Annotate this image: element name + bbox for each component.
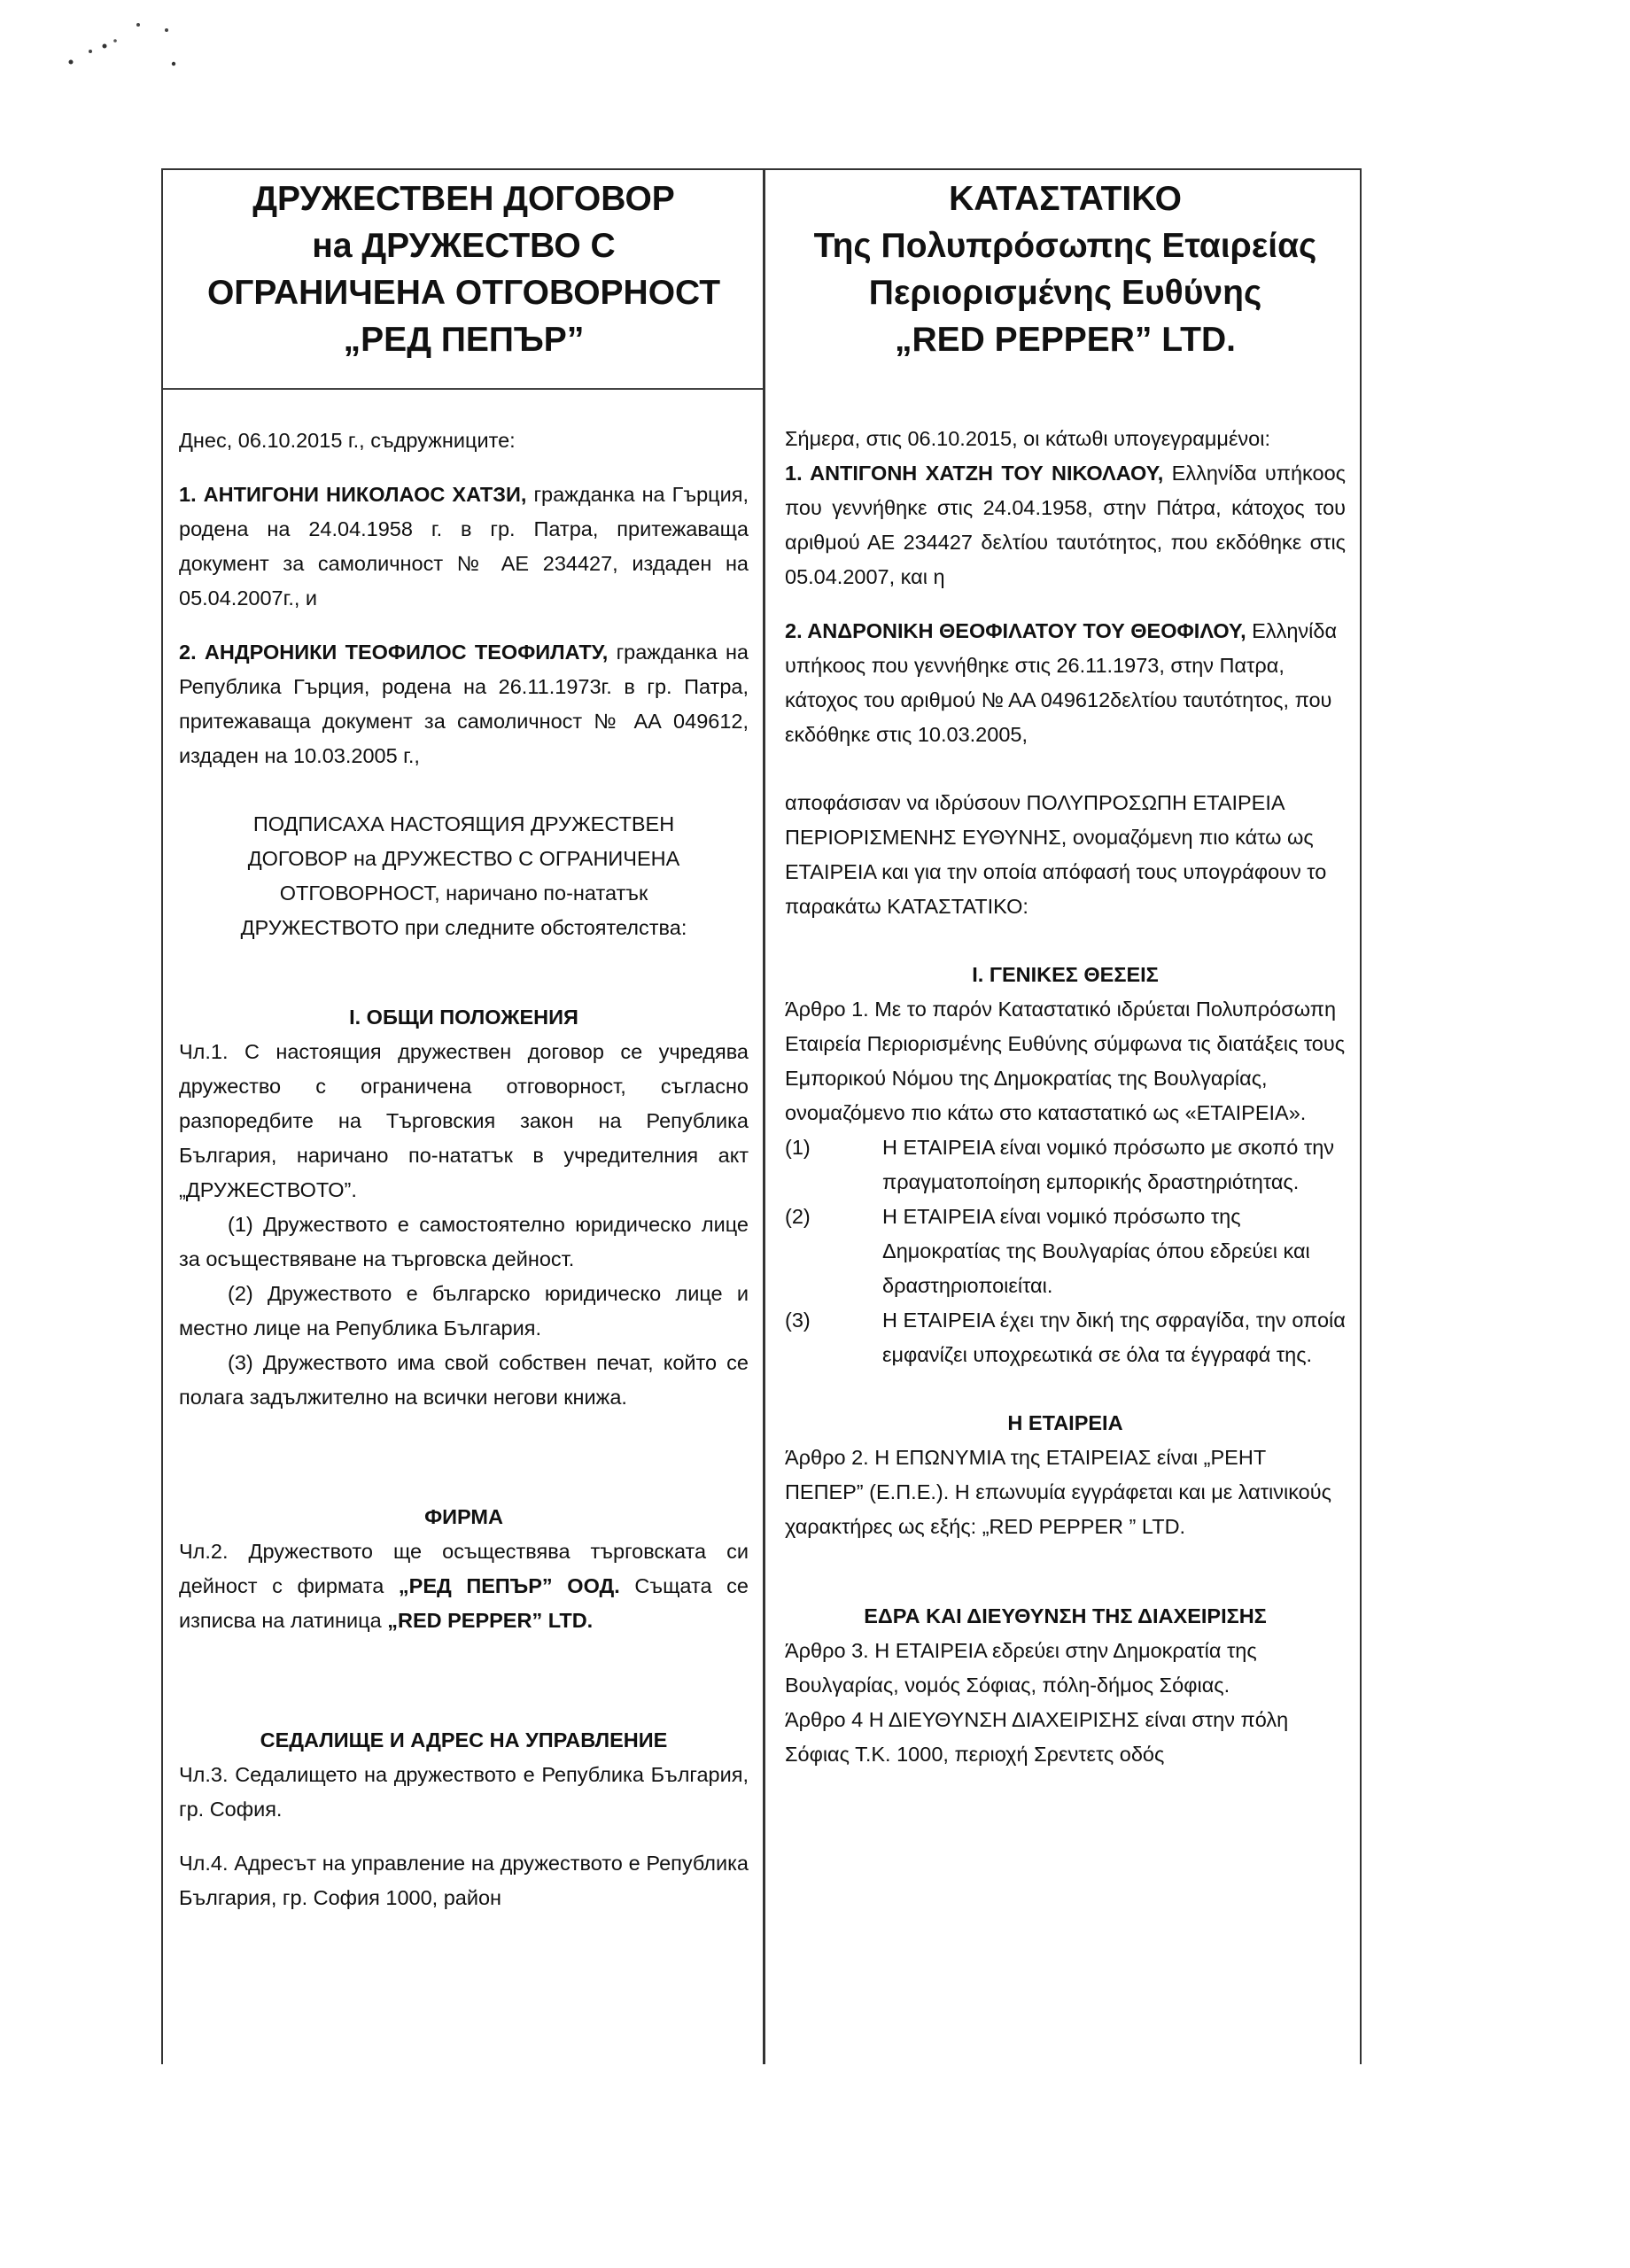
bg-article-3: Чл.3. Седалището на дружеството е Република България, гр. София. xyxy=(179,1763,749,1821)
item-text: Η ΕΤΑΙΡΕΙΑ έχει την δική της σφραγίδα, την οποία εμφανίζει υποχρεωτικά σε όλα τα έγγραφά της. xyxy=(882,1309,1346,1366)
gr-partner-1 xyxy=(785,456,1346,594)
gr-article-1-item-3 xyxy=(785,1303,1346,1372)
bg-title-line: ДРУЖЕСТВЕН ДОГОВОР xyxy=(252,180,675,218)
gr-partner-2 xyxy=(785,614,1346,752)
bg-article-4: Чл.4. Адресът на управление на дружеството е Република България, гр. София 1000, район xyxy=(179,1852,749,1909)
bg-article-2-text: Същата се изписва на латиница xyxy=(179,1574,749,1632)
bg-article-1-para-3: (3) Дружеството има свой собствен печат, който се полага задължително на всички негови книжа. xyxy=(179,1351,749,1409)
item-number: (2) xyxy=(785,1205,811,1228)
bg-partner-1 xyxy=(179,478,749,616)
gr-article-1: Άρθρο 1. Με το παρόν Καταστατικό ιδρύεται Πολυπρόσωπη Εταιρεία Περιορισμένης Ευθύνης σύμφωνα τις διατάξεις τους Εμπορικού Νόμου της Δημοκρατίας της Βουλγαρίας, ονομαζόμενο πιο κάτω στο καταστατικό ως «ΕΤΑΙΡΕΙΑ». xyxy=(785,998,1346,1124)
bg-article-2 xyxy=(179,1534,749,1638)
item-text: Η ΕΤΑΙΡΕΙΑ είναι νομικό πρόσωπο με σκοπό την πραγματοποίηση εμπορικής δραστηριότητας. xyxy=(882,1136,1335,1193)
greek-title xyxy=(785,170,1346,388)
bilingual-document-table xyxy=(161,168,1362,2064)
bg-title-line: „РЕД ПЕПЪР” xyxy=(343,321,585,359)
greek-column xyxy=(765,170,1360,2064)
bg-article-2-text: Чл.2. Дружеството ще осъществява търговската си дейност с фирмата xyxy=(179,1540,749,1597)
bg-signed-statement: ПОДПИСАХА НАСТОЯЩИЯ ДРУЖЕСТВЕН ДОГОВОР на ДРУЖЕСТВО С ОГРАНИЧЕНА ОТГОВОРНОСТ, наричано по-нататък ДРУЖЕСТВОТО при следните обстоятелства: xyxy=(240,812,687,939)
gr-article-2: Άρθρο 2. Η ΕΠΩΝΥΜΙΑ της ΕΤΑΙΡΕΙΑΣ είναι „РЕНТ ПЕПЕР” (Ε.Π.Ε.). Η επωνυμία εγγράφεται και με λατινικούς χαρακτήρες ως εξής: „RED PEPPER ” LTD. xyxy=(785,1446,1331,1538)
bg-heading-firm: ФИРМА xyxy=(424,1505,503,1528)
bg-title-line: ОГРАНИЧЕНА ОТГОВОРНОСТ xyxy=(206,274,721,312)
item-number: (3) xyxy=(785,1309,811,1332)
bg-firm-name-latin: „RED PEPPER” LTD. xyxy=(387,1609,594,1632)
gr-title-line: „RED PEPPER” LTD. xyxy=(895,321,1236,359)
bg-heading-general: I. ОБЩИ ПОЛОЖЕНИЯ xyxy=(349,1006,578,1029)
gr-article-1-item-2 xyxy=(785,1200,1346,1303)
bg-firm-name: „РЕД ПЕПЪР” ООД. xyxy=(398,1574,620,1597)
item-text: Η ΕΤΑΙΡΕΙΑ είναι νομικό πρόσωπο της Δημοκρατίας της Βουλγαρίας όπου εδρεύει και δραστηριοποιείται. xyxy=(882,1205,1310,1297)
gr-partner-2-name: 2. ΑΝΔΡΟΝΙΚΗ ΘΕΟΦΙΛΑΤΟΥ ΤΟΥ ΘΕΟΦΙΛΟΥ, xyxy=(785,619,1246,642)
gr-heading-seat: ΕΔΡΑ ΚΑΙ ΔΙΕΥΘΥΝΣΗ ΤΗΣ ΔΙΑΧΕΙΡΙΣΗΣ xyxy=(864,1604,1267,1627)
gr-article-4: Άρθρο 4 Η ΔΙΕΥΘΥΝΣΗ ΔΙΑΧΕΙΡΙΣΗΣ είναι στην πόλη Σόφιας Τ.Κ. 1000, περιοχή Σρεντετς οδός xyxy=(785,1708,1289,1766)
bg-title-line: на ДРУЖЕСТВО С xyxy=(312,227,616,265)
bg-partner-1-details: гражданка на Гърция, родена на 24.04.1958 г. в гр. Патра, притежаваща документ за самоличност № АЕ 234427, издаден на 05.04.2007г., и xyxy=(179,483,749,610)
gr-article-3: Άρθρο 3. Η ΕΤΑΙΡΕΙΑ εδρεύει στην Δημοκρατία της Βουλγαρίας, νομός Σόφιας, πόλη-δήμος Σόφιας. xyxy=(785,1639,1257,1697)
bg-partner-2-details: гражданка на Република Гърция, родена на 26.11.1973г. в гр. Патра, притежаваща документ за самоличност № АА 049612, издаден на 10.03.2005 г., xyxy=(179,641,749,767)
bg-partner-2-name: 2. АНДРОНИКИ ТЕОФИЛОС ТЕОФИЛАТУ, xyxy=(179,641,609,664)
bg-article-1: Чл.1. С настоящия дружествен договор се учредява дружество с ограничена отговорност, съгласно разпоредбите на Търговския закон на Република България, наричано по-нататък в учредителния акт „ДРУЖЕСТВОТО”. xyxy=(179,1040,749,1201)
bg-article-1-para-1: (1) Дружеството е самостоятелно юридическо лице за осъществяване на търговска дейност. xyxy=(179,1213,749,1270)
gr-decision-statement: αποφάσισαν να ιδρύσουν ΠΟΛΥΠΡΟΣΩΠΗ ΕΤΑΙΡΕΙΑ ΠΕΡΙΟΡΙΣΜΕΝΗΣ ΕΥΘΥΝΗΣ, ονομαζόμενη πιο κάτω ως ΕΤΑΙΡΕΙΑ και για την οποία απόφασή τους υπογράφουν το παρακάτω ΚΑΤΑΣΤΑΤΙΚΟ: xyxy=(785,791,1327,918)
bg-article-1-para-2: (2) Дружеството е българско юридическо лице и местно лице на Република България. xyxy=(179,1282,749,1340)
bg-heading-seat: СЕДАЛИЩЕ И АДРЕС НА УПРАВЛЕНИЕ xyxy=(260,1728,668,1751)
bg-intro: Днес, 06.10.2015 г., съдружниците: xyxy=(179,429,516,452)
item-number: (1) xyxy=(785,1136,811,1159)
gr-partner-1-name: 1. ΑΝΤΙΓΟΝΗ ΧΑΤΖΗ ΤΟΥ ΝΙΚΟΛΑΟΥ, xyxy=(785,462,1164,485)
bg-partner-1-name: 1. АНТИГОНИ НИКОЛАОС ХАТЗИ, xyxy=(179,483,527,506)
gr-partner-2-details: Ελληνίδα υπήκοος που γεννήθηκε στις 26.11.1973, στην Πατρα, κάτοχος του αριθμού № ΑΑ 049612δελτίου ταυτότητος, που εκδόθηκε στις 10.03.2005, xyxy=(785,619,1338,746)
gr-title-line: ΚΑΤΑΣΤΑΤΙΚΟ xyxy=(949,180,1182,218)
gr-partner-1-details: Ελληνίδα υπήκοος που γεννήθηκε στις 24.04.1958, στην Πάτρα, κάτοχος του αριθμού ΑΕ 234427 δελτίου ταυτότητος, που εκδόθηκε στις 05.04.2007, και η xyxy=(785,462,1346,588)
gr-heading-company: Η ΕΤΑΙΡΕΙΑ xyxy=(1007,1411,1123,1434)
scan-specks xyxy=(53,18,177,80)
gr-heading-general: I. ΓΕΝΙΚΕΣ ΘΕΣΕΙΣ xyxy=(972,963,1159,986)
gr-title-line: Της Πολυπρόσωπης Εταιρείας xyxy=(813,227,1317,265)
gr-title-line: Περιορισμένης Ευθύνης xyxy=(868,274,1262,312)
gr-article-1-item-1 xyxy=(785,1130,1346,1200)
bg-partner-2 xyxy=(179,635,749,773)
gr-intro: Σήμερα, στις 06.10.2015, οι κάτωθι υπογεγραμμένοι: xyxy=(785,427,1271,450)
bulgarian-column xyxy=(163,170,765,2064)
bulgarian-title xyxy=(179,170,749,388)
